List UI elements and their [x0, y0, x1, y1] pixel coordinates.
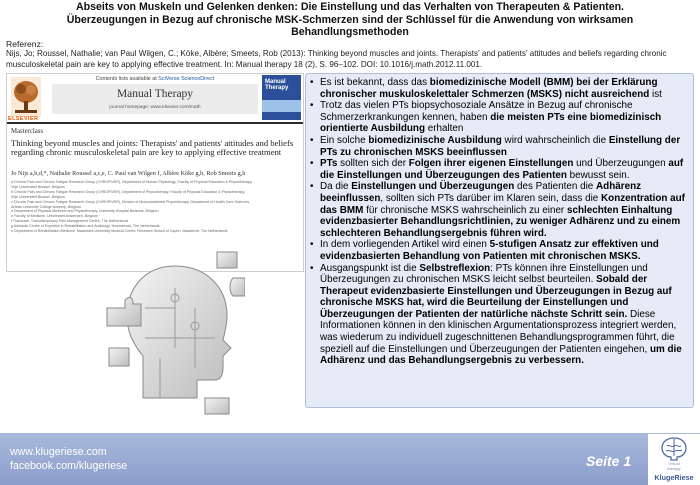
reference-text: Nijs, Jo; Roussel, Nathalie; van Paul Wilgen, C.; Köke, Albère; Smeets, Rob (2013): Thinking beyond muscles and joints. Therapists' and patients' attitudes and beliefs regarding chronic musculoskeletal pain are key to applying effective treatment. In: Manual therapy 18 (2), S. 96–102. DOI: 10.1016/j.math.2012.11.001. [6, 49, 667, 69]
bullet-text-bold: 5-stufigen Ansatz zur effektiven und evidenzbasierten Behandlung von Patienten mit chronischen MSKS. [320, 239, 659, 262]
bullet-text: Diese Informationen können in den klinischen Argumentationsprozess integriert werden, was wiederum zu individuell zugeschnittenen Behandlungsprogrammen führt, die speziell auf die Einstellungen und Überzeugungen der Patienten eingehen, [320, 308, 677, 355]
affiliation-line: e Faculty of Medicine, Universiteit Antwerpen, Belgium [11, 214, 98, 219]
summary-bullet [310, 77, 690, 100]
summary-bullet [310, 135, 690, 158]
paper-header [7, 74, 303, 124]
facebook-link[interactable]: facebook.com/klugeriese [10, 460, 128, 472]
bullet-text-bold: die meisten PTs eine biomedizinisch orientierte Ausbildung [320, 111, 662, 135]
bullet-text-bold: biomedizinische Ausbildung [368, 134, 502, 146]
article-authors: Jo Nijs a,b,d,*, Nathalie Roussel a,c,e, C. Paul van Wilgen f, Albère Köke g,h, Rob Smeets g,h [11, 170, 246, 177]
bullet-text-bold: biomedizinische Modell (BMM) bei der Erklärung chronischer muskuloskelettaler Schmerzen (MSKS) nicht ausreichend [320, 77, 658, 100]
article-section: Masterclass [11, 128, 44, 135]
bullet-text-bold: auf die Einstellungen und Überzeugungen des Patienten [320, 158, 684, 181]
sciencedirect-link[interactable]: SciVerse ScienceDirect [158, 76, 215, 82]
logo-subtitle [652, 462, 696, 471]
summary-bullet-list [310, 77, 690, 367]
summary-bullet [310, 181, 690, 239]
bullet-text: wird wahrscheinlich die [501, 134, 609, 146]
bullet-text: des Patienten die [514, 181, 597, 193]
logo-wordmark: KlugeRiese [654, 473, 694, 482]
bullet-text: , sollten sich PTs darüber im Klaren sein, dass die [380, 192, 602, 204]
bullet-text: erhalten [424, 123, 464, 135]
bullet-text-bold: Folgen ihrer eigenen Einstellungen [408, 158, 574, 170]
bullet-text: Ein solche [320, 134, 369, 146]
paper-thumbnail [6, 73, 304, 272]
website-link[interactable]: www.klugeriese.com [10, 446, 107, 458]
reference-label: Referenz: [6, 39, 44, 49]
bullet-text: bewusst sein. [566, 169, 630, 181]
puzzle-head-illustration [105, 248, 245, 423]
affiliation-line: f Transcare, Transdisciplinary Pain Management Centre, The Netherlands [11, 219, 129, 224]
cover-band [262, 100, 301, 112]
summary-bullet [310, 100, 690, 135]
bullet-text-bold: Einstellung der PTs zu chronischen MSKS beeinflussen [320, 134, 681, 158]
journal-cover-image [262, 75, 301, 120]
logo-subtitle-line-1: Virtual [668, 461, 680, 466]
affiliation-line: g Adelante Centre of Expertise in Rehabilitation and Audiology, Hoensbroek, The Netherlands [11, 224, 160, 229]
article-title: Thinking beyond muscles and joints: Therapists' and patients' attitudes and beliefs regarding chronic musculoskeletal pain are key to applying effective treatment [11, 138, 294, 158]
summary-panel [305, 73, 694, 408]
journal-homepage: journal homepage: www.elsevier.com/math [109, 105, 201, 110]
page-number: Seite 1 [586, 453, 632, 469]
title-line-3: Behandlungsmethoden [291, 26, 409, 39]
bullet-text-bold: Einstellungen und Überzeugungen [351, 181, 515, 193]
affiliation-line: Artesis University College Antwerp, Belgium [11, 204, 81, 209]
bullet-text: Ausgangspunkt ist die [320, 262, 420, 274]
journal-name: Manual Therapy [116, 88, 194, 100]
bullet-text-bold: Adhärenz beeinflussen [320, 181, 642, 204]
bullet-text: Da die [320, 181, 352, 193]
elsevier-tree-icon [11, 77, 41, 117]
summary-bullet [310, 263, 690, 367]
affiliation-line: c Chronic Pain and Chronic Fatigue Research Group (CHROPIVER), Division of Musculoskeletal Physiotherapy, Department of Health Care Sciences, [11, 199, 251, 204]
bullet-text: : PTs können ihre Einstellungen und Überzeugungen zu chronischen MSKS leicht selbst beurteilen. [320, 262, 648, 286]
bullet-text: und Überzeugungen [573, 158, 669, 170]
bullet-text: Trotz das vielen PTs biopsychosoziale Ansätze in Bezug auf chronische Schmerzerkrankungen kennen, haben [320, 100, 633, 123]
bullet-text: In dem vorliegenden Artikel wird einen [320, 239, 490, 251]
brain-icon [659, 436, 689, 462]
bullet-text: ist [649, 88, 662, 100]
logo-subtitle-line-2: therapy [667, 465, 681, 471]
page-title [0, 1, 700, 39]
contents-prefix: Contents lists available at [95, 76, 157, 82]
bullet-text-bold: schlechten Einhaltung evidenzbasierter Behandlungsrichtlinien, zu weniger Adhärenz und zu einem schlechteren Behandlungsergebnis führen wird. [320, 204, 681, 239]
bullet-text-bold: um die Adhärenz und das Behandlungsergebnis zu verbessern. [320, 343, 682, 367]
title-line-1: Abseits von Muskeln und Gelenken denken: Die Einstellung und das Verhalten von Therapeuten & Patienten. [75, 1, 625, 13]
elsevier-logo-text: ELSEVIER [8, 116, 39, 122]
contents-line [52, 76, 258, 82]
journal-box [52, 84, 258, 114]
bullet-text-bold: Konzentration auf das BMM [320, 192, 685, 216]
bullet-text: Es ist bekannt, dass das [320, 77, 430, 88]
brand-logo [648, 434, 700, 485]
article-affiliations [11, 180, 299, 234]
bullet-text: für chronische MSKS wahrscheinlich zu einer [363, 204, 567, 216]
cover-title: Manual Therapy [265, 79, 289, 91]
bullet-text-bold: Sobald der Therapeut evidenzbasierte Einstellungen und Überzeugungen in Bezug auf chronische MSKS hat, wird die Beurteilung der Einstellungen und Überzeugungen der Patienten der natürliche nächste Schritt sein. [320, 274, 672, 320]
affiliation-line: Vrije Universiteit Brussel, Belgium [11, 184, 65, 189]
bullet-text: sollten sich der [337, 158, 409, 170]
affiliation-line: d Department of Physical Medicine and Physiotherapy, University Hospital Brussels, Belgium [11, 209, 159, 214]
affiliation-line: Vrije Universiteit Brussel, Belgium [11, 194, 65, 199]
title-line-2: Überzeugungen in Bezug auf chronische MSK-Schmerzen sind der Schlüssel für die Anwendung von wirksamen [66, 13, 634, 26]
affiliation-line: h Department of Rehabilitation Medicine, Maastricht University Medical Centre, Research School of Caphri, Maastricht, The Netherlands [11, 229, 228, 234]
affiliation-line: b Chronic Pain and Chronic Fatigue Research Group (CHROPIVER), Department of Physiotherapy, Faculty of Physical Education & Physiotherapy, [11, 189, 246, 194]
affiliation-line: a Chronic Pain and Chronic Fatigue Research Group (CHROPIVER), Department of Human Physiology, Faculty of Physical Education & Physiotherapy, [11, 180, 253, 184]
summary-bullet [310, 158, 690, 181]
bullet-text-bold: PTs [320, 158, 338, 170]
bullet-text-bold: Selbstreflexion [419, 262, 491, 274]
summary-bullet [310, 239, 690, 262]
